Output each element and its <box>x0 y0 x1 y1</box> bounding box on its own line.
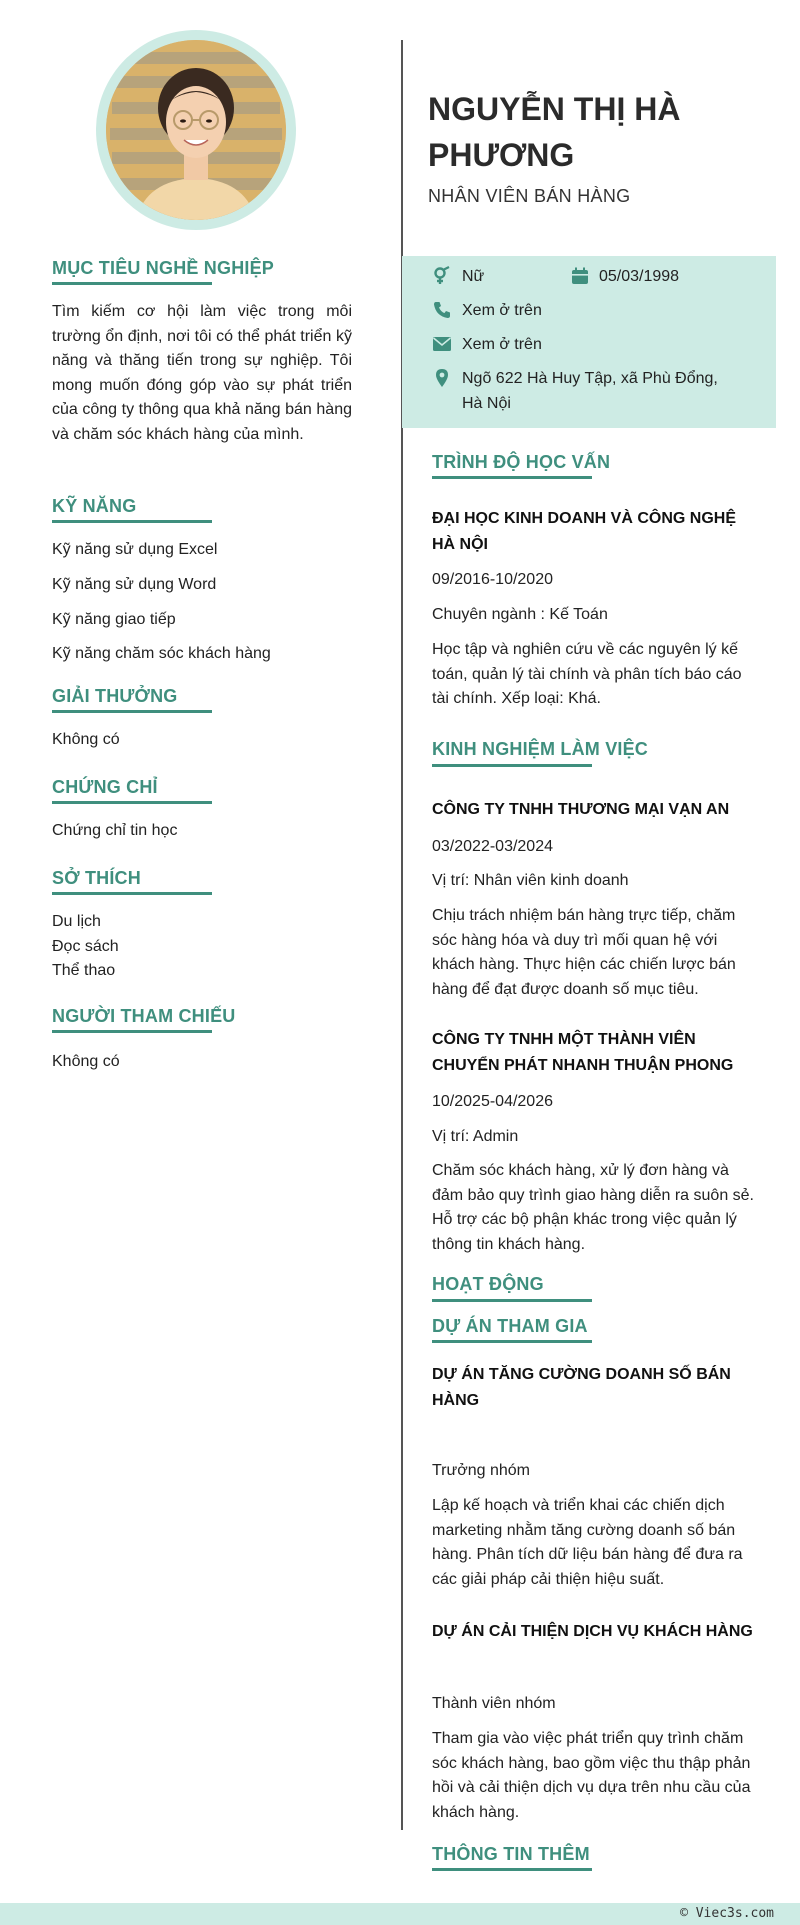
email-value: Xem ở trên <box>462 336 542 353</box>
footer-bar <box>0 1903 800 1925</box>
project-name: DỰ ÁN CẢI THIỆN DỊCH VỤ KHÁCH HÀNG <box>432 1623 753 1640</box>
job-period: 10/2025-04/2026 <box>432 1093 553 1110</box>
address-line2: Hà Nội <box>462 395 511 412</box>
hobby-item: Du lịch <box>52 913 101 930</box>
job-title: NHÂN VIÊN BÁN HÀNG <box>428 186 631 206</box>
hobbies-title: SỞ THÍCH <box>52 868 141 888</box>
gender-icon <box>432 266 452 286</box>
extra-title: THÔNG TIN THÊM <box>432 1844 590 1864</box>
education-description: Học tập và nghiên cứu về các nguyên lý kế toán, quản lý tài chính và phân tích báo cáo tài chính. Xếp loại: Khá. <box>432 641 742 708</box>
certificates-title: CHỨNG CHỈ <box>52 777 158 797</box>
education-underline <box>432 476 592 479</box>
project-role: Thành viên nhóm <box>432 1695 556 1712</box>
activities-underline <box>432 1299 592 1302</box>
references-title: NGƯỜI THAM CHIẾU <box>52 1006 236 1026</box>
phone-icon <box>432 300 452 320</box>
education-period: 09/2016-10/2020 <box>432 571 553 588</box>
experience-title: KINH NGHIỆM LÀM VIỆC <box>432 739 649 759</box>
location-icon <box>432 368 452 388</box>
experience-underline <box>432 764 592 767</box>
skills-underline <box>52 520 212 523</box>
project-description: Tham gia vào việc phát triển quy trình chăm sóc khách hàng, bao gồm việc thu thập phản hồi và cải thiện dịch vụ dựa trên nhu cầu của khách hàng. <box>432 1730 751 1821</box>
birthday-value: 05/03/1998 <box>599 268 680 285</box>
footer-credit: © Viec3s.com <box>680 1906 774 1921</box>
objective-underline <box>52 282 212 285</box>
extra-underline <box>432 1868 592 1871</box>
job-company: CÔNG TY TNHH THƯƠNG MẠI VẠN AN <box>432 801 730 818</box>
certificates-underline <box>52 801 212 804</box>
avatar <box>106 40 286 220</box>
candidate-name: NGUYỄN THỊ HÀ PHƯƠNG <box>428 91 681 173</box>
avatar-photo <box>106 40 286 220</box>
activities-title: HOẠT ĐỘNG <box>432 1274 544 1294</box>
address-line1: Ngõ 622 Hà Huy Tập, xã Phù Đổng, <box>462 370 718 387</box>
project-role: Trưởng nhóm <box>432 1462 530 1479</box>
skill-item: Kỹ năng giao tiếp <box>52 611 176 628</box>
hobby-item: Đọc sách <box>52 938 119 955</box>
gender-value: Nữ <box>462 268 485 285</box>
objective-title: MỤC TIÊU NGHỀ NGHIỆP <box>52 258 275 278</box>
references-text: Không có <box>52 1053 120 1070</box>
awards-title: GIẢI THƯỞNG <box>52 686 178 706</box>
certificates-text: Chứng chỉ tin học <box>52 822 178 839</box>
project-name: DỰ ÁN TĂNG CƯỜNG DOANH SỐ BÁN HÀNG <box>432 1366 731 1409</box>
skill-item: Kỹ năng sử dụng Excel <box>52 541 218 558</box>
hobbies-underline <box>52 892 212 895</box>
job-description: Chăm sóc khách hàng, xử lý đơn hàng và đảm bảo quy trình giao hàng diễn ra suôn sẻ. Hỗ trợ các bộ phận khác trong việc quản lý thông tin khách hàng. <box>432 1162 754 1253</box>
project-description: Lập kế hoạch và triển khai các chiến dịch marketing nhằm tăng cường doanh số bán hàng. Phân tích dữ liệu bán hàng để đưa ra các giải pháp cải thiện hiệu suất. <box>432 1497 743 1588</box>
objective-text: Tìm kiếm cơ hội làm việc trong môi trường ổn định, nơi tôi có thể phát triển kỹ năng và thăng tiến trong sự nghiệp. Tôi mong muốn đóng góp vào sự phát triển của công ty thông qua khả năng bán hàng và chăm sóc khách hàng của mình. <box>52 303 352 443</box>
awards-text: Không có <box>52 731 120 748</box>
job-period: 03/2022-03/2024 <box>432 838 553 855</box>
awards-underline <box>52 710 212 713</box>
job-position: Vị trí: Admin <box>432 1128 519 1145</box>
skills-title: KỸ NĂNG <box>52 496 137 516</box>
projects-title: DỰ ÁN THAM GIA <box>432 1316 588 1336</box>
job-description: Chịu trách nhiệm bán hàng trực tiếp, chăm sóc hàng hóa và duy trì mối quan hệ với khách hàng. Thực hiện các chiến lược bán hàng để đạt được doanh số mục tiêu. <box>432 907 736 998</box>
contact-panel <box>402 256 776 428</box>
references-underline <box>52 1030 212 1033</box>
job-position: Vị trí: Nhân viên kinh doanh <box>432 872 629 889</box>
avatar-frame <box>96 30 296 230</box>
education-school: ĐẠI HỌC KINH DOANH VÀ CÔNG NGHỆ HÀ NỘI <box>432 510 737 553</box>
education-title: TRÌNH ĐỘ HỌC VẤN <box>432 452 611 472</box>
education-major: Chuyên ngành : Kế Toán <box>432 606 608 623</box>
job-company: CÔNG TY TNHH MỘT THÀNH VIÊN CHUYỂN PHÁT NHANH THUẬN PHONG <box>432 1031 734 1074</box>
hobby-item: Thể thao <box>52 962 116 979</box>
phone-value: Xem ở trên <box>462 302 542 319</box>
skill-item: Kỹ năng chăm sóc khách hàng <box>52 645 271 662</box>
projects-underline <box>432 1340 592 1343</box>
calendar-icon <box>570 266 590 286</box>
email-icon <box>432 334 452 354</box>
skill-item: Kỹ năng sử dụng Word <box>52 576 217 593</box>
